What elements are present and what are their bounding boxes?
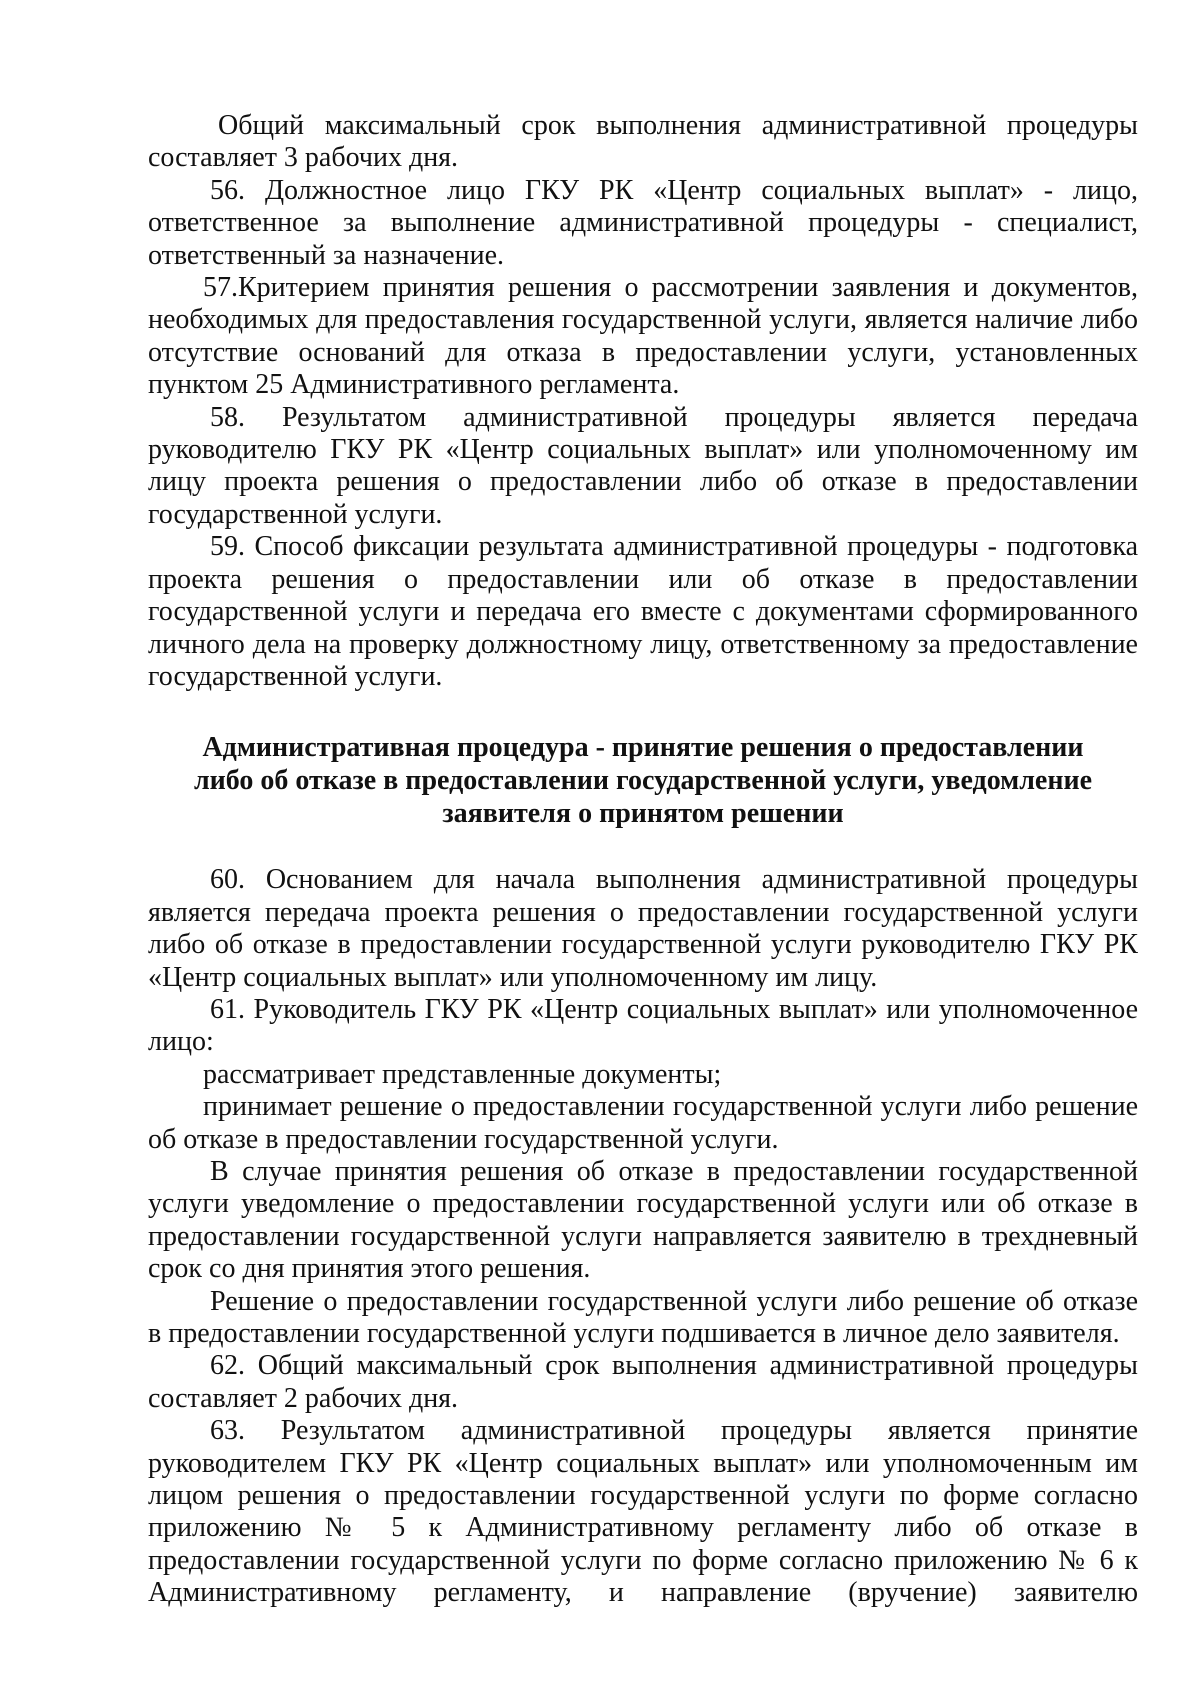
section-heading-line-3: заявителя о принятом решении [442, 798, 844, 830]
paragraph-decision-filed: Решение о предоставлении государственной услуги либо решение об отказе в предоставлении государственной услуги подшивается в личное дело заявителя. [148, 1285, 1138, 1349]
paragraph-60: 60. Основанием для начала выполнения административной процедуры является передача проекта решения о предоставлении государственной услуги либо об отказе в предоставлении государственной услуги руководителю ГКУ РК «Центр социальных выплат» или уполномоченному им лицу. [148, 864, 1138, 993]
paragraph-59: 59. Способ фиксации результата административной процедуры - подготовка проекта решения о предоставлении или об отказе в предоставлении государственной услуги и передача его вместе с документами сформированного личного дела на проверку должностному лицу, ответственному за предоставление государственной услуги. [148, 531, 1138, 692]
paragraph-refusal-notification: В случае принятия решения об отказе в предоставлении государственной услуги уведомление о предоставлении государственной услуги или об отказе в предоставлении государственной услуги направляется заявителю в трехдневный срок со дня принятия этого решения. [148, 1155, 1138, 1285]
paragraph-63: 63. Результатом административной процедуры является принятие руководителем ГКУ РК «Центр социальных выплат» или уполномоченным им лицом решения о предоставлении государственной услуги по форме согласно приложению № 5 к Административному регламенту либо об отказе в предоставлении государственной услуги по форме согласно приложению № 6 к Административному регламенту, и направление (вручение) заявителю [148, 1415, 1138, 1609]
section-heading-line-2: либо об отказе в предоставлении государственной услуги, уведомление [193, 765, 1093, 797]
section-heading-line-1: Административная процедура - принятие решения о предоставлении [202, 732, 1084, 764]
document-page [148, 110, 1138, 1610]
paragraph-62: 62. Общий максимальный срок выполнения административной процедуры составляет 2 рабочих дня. [148, 1350, 1138, 1414]
list-item-makes-decision: принимает решение о предоставлении государственной услуги либо решение об отказе в предоставлении государственной услуги. [148, 1091, 1138, 1155]
paragraph-58: 58. Результатом административной процедуры является передача руководителю ГКУ РК «Центр социальных выплат» или уполномоченному им лицу проекта решения о предоставлении либо об отказе в предоставлении государственной услуги. [148, 401, 1138, 530]
list-item-reviews-documents: рассматривает представленные документы; [203, 1058, 722, 1090]
paragraph-total-term-3-days: Общий максимальный срок выполнения административной процедуры составляет 3 рабочих дня. [148, 110, 1138, 174]
paragraph-57: 57.Критерием принятия решения о рассмотрении заявления и документов, необходимых для предоставления государственной услуги, является наличие либо отсутствие оснований для отказа в предоставлении услуги, установленных пунктом 25 Административного регламента. [148, 272, 1138, 401]
paragraph-61: 61. Руководитель ГКУ РК «Центр социальных выплат» или уполномоченное лицо: [148, 993, 1138, 1058]
section-heading [148, 731, 1138, 830]
paragraph-56: 56. Должностное лицо ГКУ РК «Центр социальных выплат» - лицо, ответственное за выполнение административной процедуры - специалист, ответственный за назначение. [148, 174, 1138, 271]
